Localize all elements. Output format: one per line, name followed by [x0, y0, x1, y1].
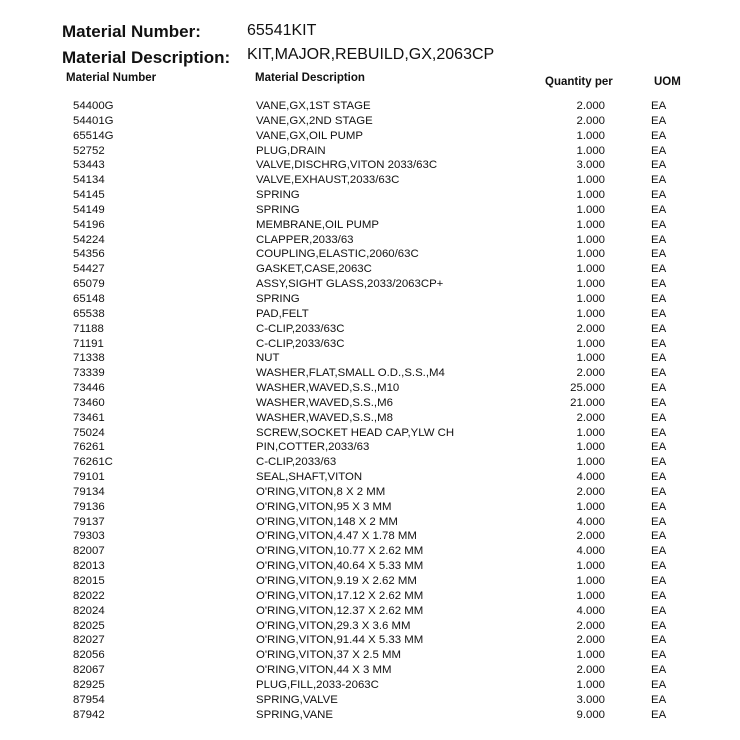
material-description-cell: VALVE,EXHAUST,2033/63C — [256, 174, 400, 187]
uom-cell: EA — [651, 678, 667, 691]
quantity-cell: 25.000 — [570, 382, 605, 395]
table-row — [0, 440, 740, 455]
uom-cell: EA — [651, 575, 667, 587]
material-description-cell: VANE,GX,1ST STAGE — [256, 100, 371, 112]
uom-cell: EA — [651, 352, 667, 365]
uom-cell: EA — [651, 589, 667, 602]
table-row — [0, 381, 740, 396]
material-description-cell: PLUG,FILL,2033-2063C — [256, 678, 379, 691]
table-row — [0, 633, 740, 648]
quantity-cell: 9.000 — [576, 708, 605, 721]
quantity-cell: 1.000 — [576, 441, 605, 454]
table-row — [0, 500, 740, 515]
material-description-cell: C-CLIP,2033/63C — [256, 337, 345, 350]
uom-cell: EA — [651, 248, 667, 261]
table-row — [0, 203, 740, 218]
material-number-cell: 87942 — [73, 708, 105, 721]
parts-table-body — [0, 99, 740, 722]
uom-cell: EA — [651, 100, 667, 112]
uom-cell: EA — [651, 634, 667, 647]
material-number-cell: 54427 — [73, 263, 105, 276]
uom-cell: EA — [651, 114, 667, 127]
table-row — [0, 604, 740, 619]
material-number-cell: 73461 — [73, 411, 105, 424]
material-number-cell: 54224 — [73, 233, 105, 246]
column-header-uom: UOM — [654, 76, 681, 88]
table-row — [0, 574, 740, 589]
uom-cell: EA — [651, 411, 667, 424]
material-number-cell: 65148 — [73, 292, 105, 305]
table-row — [0, 470, 740, 485]
quantity-cell: 2.000 — [576, 411, 605, 424]
material-number-cell: 65079 — [73, 278, 105, 291]
material-number-cell: 73460 — [73, 396, 105, 409]
material-description-cell: WASHER,FLAT,SMALL O.D.,S.S.,M4 — [256, 367, 445, 380]
material-number-cell: 79134 — [73, 485, 105, 498]
material-number-cell: 87954 — [73, 693, 105, 706]
uom-cell: EA — [651, 263, 667, 276]
quantity-cell: 2.000 — [576, 619, 605, 632]
quantity-cell: 1.000 — [576, 456, 605, 469]
table-row — [0, 144, 740, 159]
table-row — [0, 351, 740, 366]
quantity-cell: 3.000 — [576, 693, 605, 706]
material-description-cell: O'RING,VITON,29.3 X 3.6 MM — [256, 619, 411, 632]
uom-cell: EA — [651, 337, 667, 350]
uom-cell: EA — [651, 471, 667, 484]
quantity-cell: 4.000 — [576, 471, 605, 484]
material-number-cell: 52752 — [73, 144, 105, 157]
uom-cell: EA — [651, 604, 667, 617]
quantity-cell: 1.000 — [576, 575, 605, 587]
material-description-cell: COUPLING,ELASTIC,2060/63C — [256, 248, 419, 261]
quantity-cell: 1.000 — [576, 233, 605, 246]
material-number-value: 65541KIT — [247, 22, 317, 39]
material-description-cell: SPRING — [256, 203, 300, 216]
table-row — [0, 396, 740, 411]
table-row — [0, 619, 740, 634]
table-row — [0, 292, 740, 307]
table-row — [0, 455, 740, 470]
table-row — [0, 515, 740, 530]
quantity-cell: 2.000 — [576, 322, 605, 335]
quantity-cell: 4.000 — [576, 515, 605, 528]
uom-cell: EA — [651, 367, 667, 380]
material-number-cell: 71188 — [73, 322, 104, 335]
material-number-cell: 79303 — [73, 530, 105, 543]
table-row — [0, 188, 740, 203]
quantity-cell: 2.000 — [576, 367, 605, 380]
quantity-cell: 2.000 — [576, 664, 605, 677]
uom-cell: EA — [651, 233, 667, 246]
material-description-cell: SPRING,VALVE — [256, 693, 338, 706]
quantity-cell: 1.000 — [576, 144, 605, 157]
quantity-cell: 1.000 — [576, 278, 605, 291]
uom-cell: EA — [651, 545, 667, 558]
table-row — [0, 559, 740, 574]
material-description-cell: O'RING,VITON,40.64 X 5.33 MM — [256, 560, 424, 573]
table-row — [0, 233, 740, 248]
uom-cell: EA — [651, 203, 667, 216]
quantity-cell: 1.000 — [576, 174, 605, 187]
table-row — [0, 247, 740, 262]
material-number-cell: 82025 — [73, 619, 105, 632]
uom-cell: EA — [651, 530, 667, 543]
material-number-cell: 54149 — [73, 203, 105, 216]
material-description-cell: WASHER,WAVED,S.S.,M8 — [256, 411, 393, 424]
table-row — [0, 426, 740, 441]
material-description-cell: NUT — [256, 352, 280, 365]
quantity-cell: 1.000 — [576, 337, 605, 350]
material-number-cell: 82015 — [73, 575, 105, 587]
material-number-cell: 54400G — [73, 100, 114, 112]
column-header-material-description: Material Description — [255, 72, 365, 84]
quantity-cell: 3.000 — [576, 159, 605, 172]
uom-cell: EA — [651, 144, 667, 157]
quantity-cell: 1.000 — [576, 649, 605, 662]
table-row — [0, 544, 740, 559]
uom-cell: EA — [651, 456, 667, 469]
uom-cell: EA — [651, 129, 667, 142]
material-description-cell: O'RING,VITON,95 X 3 MM — [256, 500, 392, 513]
table-row — [0, 322, 740, 337]
material-description-cell: MEMBRANE,OIL PUMP — [256, 218, 379, 231]
table-row — [0, 114, 740, 129]
table-row — [0, 277, 740, 292]
table-row — [0, 411, 740, 426]
material-number-cell: 82925 — [73, 678, 105, 691]
quantity-cell: 2.000 — [576, 114, 605, 127]
material-description-cell: SPRING — [256, 189, 300, 202]
uom-cell: EA — [651, 189, 667, 202]
material-description-cell: O'RING,VITON,4.47 X 1.78 MM — [256, 530, 417, 543]
table-row — [0, 663, 740, 678]
uom-cell: EA — [651, 159, 667, 172]
uom-cell: EA — [651, 500, 667, 513]
material-number-cell: 73339 — [73, 367, 105, 380]
material-number-cell: 71191 — [73, 337, 104, 350]
material-number-cell: 82024 — [73, 604, 105, 617]
material-description-cell: O'RING,VITON,44 X 3 MM — [256, 664, 392, 677]
material-description-cell: CLAPPER,2033/63 — [256, 233, 354, 246]
material-description-cell: O'RING,VITON,17.12 X 2.62 MM — [256, 589, 424, 602]
uom-cell: EA — [651, 619, 667, 632]
quantity-cell: 1.000 — [576, 292, 605, 305]
uom-cell: EA — [651, 396, 667, 409]
material-description-cell: C-CLIP,2033/63C — [256, 322, 345, 335]
uom-cell: EA — [651, 649, 667, 662]
uom-cell: EA — [651, 382, 667, 395]
uom-cell: EA — [651, 307, 667, 320]
column-header-quantity-per: Quantity per — [545, 76, 613, 88]
table-row — [0, 337, 740, 352]
table-row — [0, 485, 740, 500]
material-description-cell: ASSY,SIGHT GLASS,2033/2063CP+ — [256, 278, 444, 291]
uom-cell: EA — [651, 441, 667, 454]
material-number-cell: 79136 — [73, 500, 105, 513]
material-description-cell: WASHER,WAVED,S.S.,M10 — [256, 382, 400, 395]
uom-cell: EA — [651, 322, 667, 335]
material-number-cell: 79101 — [73, 471, 105, 484]
table-row — [0, 693, 740, 708]
table-row — [0, 648, 740, 663]
material-number-cell: 65514G — [73, 129, 114, 142]
material-number-cell: 75024 — [73, 426, 105, 439]
material-description-label: Material Description: — [62, 48, 231, 67]
table-row — [0, 678, 740, 693]
material-number-label: Material Number: — [62, 22, 201, 41]
material-description-cell: SCREW,SOCKET HEAD CAP,YLW CH — [256, 426, 455, 439]
material-number-cell: 82022 — [73, 589, 105, 602]
material-description-cell: O'RING,VITON,148 X 2 MM — [256, 515, 398, 528]
material-description-cell: GASKET,CASE,2063C — [256, 263, 372, 276]
quantity-cell: 2.000 — [576, 530, 605, 543]
uom-cell: EA — [651, 278, 667, 291]
table-row — [0, 307, 740, 322]
material-description-cell: PIN,COTTER,2033/63 — [256, 441, 370, 454]
table-row — [0, 529, 740, 544]
material-description-cell: VANE,GX,OIL PUMP — [256, 129, 363, 142]
table-row — [0, 173, 740, 188]
material-number-cell: 82013 — [73, 560, 105, 573]
material-number-cell: 82056 — [73, 649, 105, 662]
uom-cell: EA — [651, 664, 667, 677]
quantity-cell: 1.000 — [576, 678, 605, 691]
material-description-cell: O'RING,VITON,12.37 X 2.62 MM — [256, 604, 424, 617]
quantity-cell: 21.000 — [570, 396, 605, 409]
uom-cell: EA — [651, 218, 667, 231]
material-number-cell: 79137 — [73, 515, 105, 528]
uom-cell: EA — [651, 708, 667, 721]
table-row — [0, 262, 740, 277]
quantity-cell: 1.000 — [576, 129, 605, 142]
quantity-cell: 4.000 — [576, 545, 605, 558]
material-number-cell: 54134 — [73, 174, 105, 187]
material-number-cell: 53443 — [73, 159, 105, 172]
material-number-cell: 73446 — [73, 382, 105, 395]
material-description-cell: O'RING,VITON,10.77 X 2.62 MM — [256, 545, 424, 558]
material-description-cell: PLUG,DRAIN — [256, 144, 326, 157]
material-number-cell: 82067 — [73, 664, 105, 677]
quantity-cell: 1.000 — [576, 263, 605, 276]
quantity-cell: 1.000 — [576, 589, 605, 602]
material-number-cell: 54401G — [73, 114, 114, 127]
quantity-cell: 1.000 — [576, 218, 605, 231]
quantity-cell: 2.000 — [576, 485, 605, 498]
material-number-cell: 54356 — [73, 248, 105, 261]
material-description-cell: O'RING,VITON,8 X 2 MM — [256, 485, 386, 498]
material-description-cell: WASHER,WAVED,S.S.,M6 — [256, 396, 393, 409]
quantity-cell: 2.000 — [576, 634, 605, 647]
material-description-cell: C-CLIP,2033/63 — [256, 456, 337, 469]
material-description-cell: PAD,FELT — [256, 307, 309, 320]
material-number-cell: 71338 — [73, 352, 105, 365]
material-description-cell: VALVE,DISCHRG,VITON 2033/63C — [256, 159, 438, 172]
material-number-cell: 82007 — [73, 545, 105, 558]
quantity-cell: 2.000 — [576, 100, 605, 112]
table-row — [0, 589, 740, 604]
material-number-cell: 76261C — [73, 456, 113, 469]
material-description-cell: SPRING,VANE — [256, 708, 334, 721]
uom-cell: EA — [651, 174, 667, 187]
material-description-cell: O'RING,VITON,9.19 X 2.62 MM — [256, 575, 417, 587]
quantity-cell: 1.000 — [576, 352, 605, 365]
column-header-material-number: Material Number — [66, 72, 157, 84]
material-description-cell: SEAL,SHAFT,VITON — [256, 471, 363, 484]
quantity-cell: 1.000 — [576, 560, 605, 573]
table-row — [0, 366, 740, 381]
material-description-cell: SPRING — [256, 292, 300, 305]
quantity-cell: 1.000 — [576, 500, 605, 513]
material-number-cell: 76261 — [73, 441, 105, 454]
material-number-cell: 82027 — [73, 634, 105, 647]
table-row — [0, 129, 740, 144]
table-row — [0, 99, 740, 114]
quantity-cell: 1.000 — [576, 307, 605, 320]
uom-cell: EA — [651, 560, 667, 573]
material-number-cell: 54196 — [73, 218, 105, 231]
material-description-cell: O'RING,VITON,37 X 2.5 MM — [256, 649, 402, 662]
material-description-cell: VANE,GX,2ND STAGE — [256, 114, 373, 127]
table-row — [0, 218, 740, 233]
uom-cell: EA — [651, 292, 667, 305]
quantity-cell: 4.000 — [576, 604, 605, 617]
quantity-cell: 1.000 — [576, 203, 605, 216]
uom-cell: EA — [651, 515, 667, 528]
material-description-value: KIT,MAJOR,REBUILD,GX,2063CP — [247, 46, 495, 63]
uom-cell: EA — [651, 485, 667, 498]
table-row — [0, 158, 740, 173]
quantity-cell: 1.000 — [576, 189, 605, 202]
material-number-cell: 65538 — [73, 307, 105, 320]
quantity-cell: 1.000 — [576, 426, 605, 439]
material-number-cell: 54145 — [73, 189, 105, 202]
quantity-cell: 1.000 — [576, 248, 605, 261]
uom-cell: EA — [651, 426, 667, 439]
uom-cell: EA — [651, 693, 667, 706]
table-row — [0, 708, 740, 723]
material-description-cell: O'RING,VITON,91.44 X 5.33 MM — [256, 634, 424, 647]
